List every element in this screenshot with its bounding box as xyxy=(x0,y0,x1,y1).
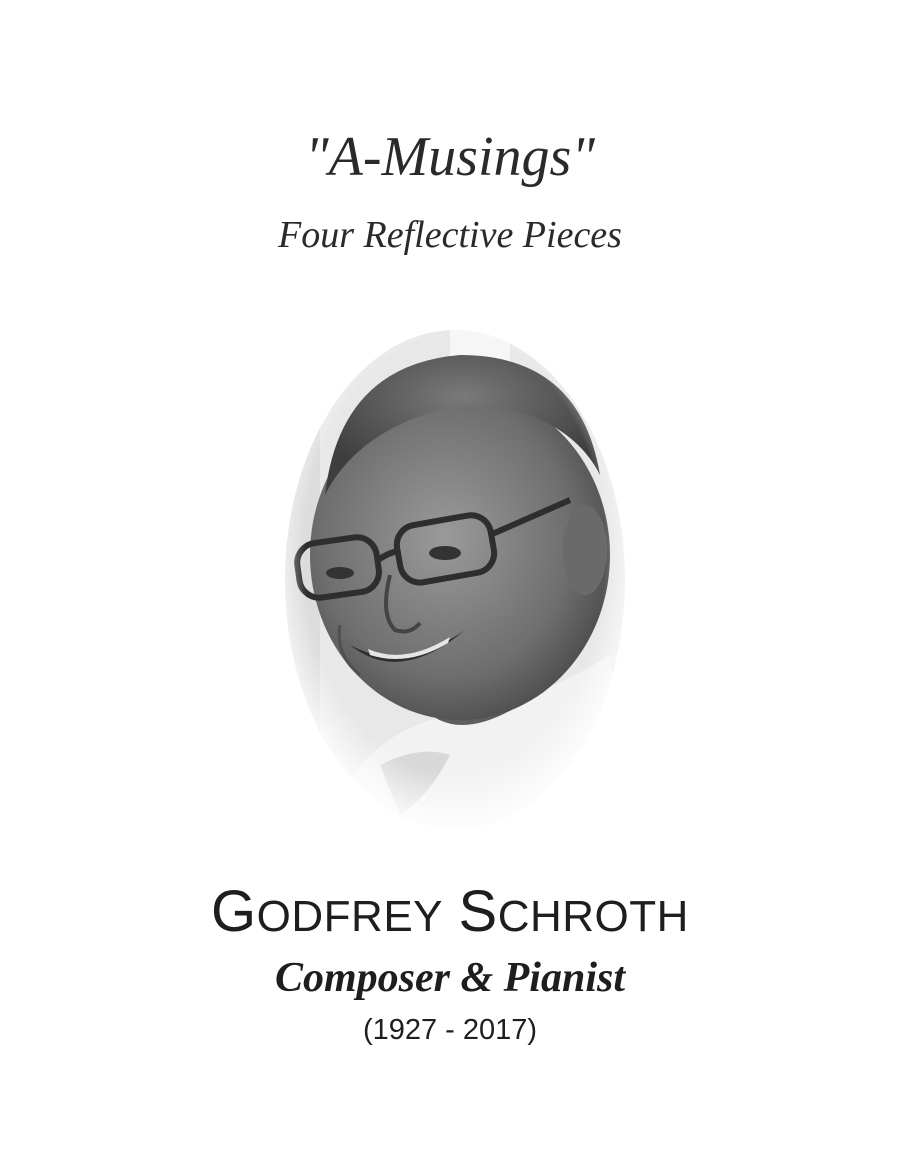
name-last-rest: CHROTH xyxy=(497,892,689,941)
composer-name xyxy=(0,878,900,951)
name-first-initial: G xyxy=(211,879,257,944)
cover-title: "A-Musings" xyxy=(305,126,595,188)
name-last-initial: S xyxy=(458,879,498,944)
composer-years: (1927 - 2017) xyxy=(362,1014,538,1046)
cover-subtitle: Four Reflective Pieces xyxy=(278,214,622,256)
composer-role: Composer & Pianist xyxy=(274,955,626,1001)
composer-portrait-icon xyxy=(280,325,630,835)
name-first-rest: ODFREY xyxy=(256,892,444,941)
